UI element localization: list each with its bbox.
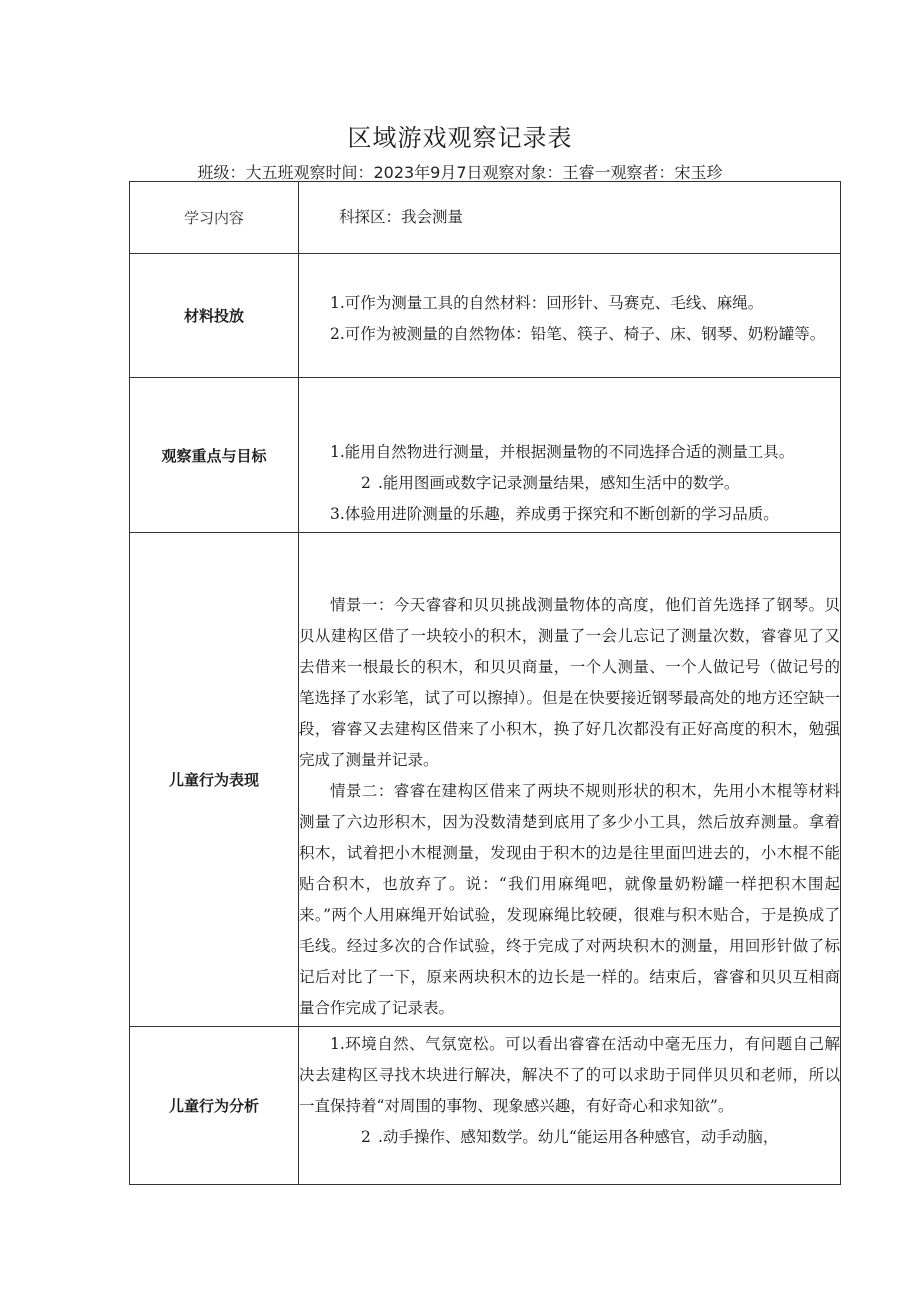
goal-item-2-text: .能用图画或数字记录测量结果，感知生活中的数学。 — [378, 474, 740, 492]
row-observation-goals — [130, 378, 841, 533]
goal-item-1: 1.能用自然物进行测量，并根据测量物的不同选择合适的测量工具。 — [330, 443, 795, 461]
analysis-item-2-text: .动手操作、感知数学。幼儿“能运用各种感官，动手动脑， — [378, 1128, 779, 1146]
scenario-1-text: 情景一：今天睿睿和贝贝挑战测量物体的高度，他们首先选择了钢琴。贝贝从建构区借了一块较小的积木，测量了一会儿忘记了测量次数，睿睿见了又去借来一根最长的积木，和贝贝商量，一个人测量、一个人做记号（做记号的笔选择了水彩笔，试了可以擦掉）。但是在快要接近钢琴最高处的地方还空缺一段，睿睿又去建构区借来了小积木，换了好几次都没有正好高度的积木，勉强完成了测量并记录。 — [299, 596, 840, 769]
cell-behavior-analysis — [299, 1027, 841, 1185]
row-child-behavior — [130, 533, 841, 1027]
cell-child-behavior — [299, 533, 841, 1027]
goal-item-2-number: 2 — [361, 474, 371, 492]
goal-item-2 — [299, 468, 840, 499]
label-behavior-analysis: 儿童行为分析 — [130, 1027, 299, 1185]
learning-content-text: 科探区：我会测量 — [339, 208, 464, 226]
page-title: 区域游戏观察记录表 — [347, 124, 573, 152]
materials-item-2: 2.可作为被测量的自然物体：铅笔、筷子、椅子、床、钢琴、奶粉罐等。 — [330, 324, 826, 343]
label-child-behavior: 儿童行为表现 — [130, 533, 299, 1027]
row-materials — [130, 254, 841, 378]
analysis-item-1: 1.环境自然、气氛宽松。可以看出睿睿在活动中毫无压力，有问题自己解决去建构区寻找木块进行解决，解决不了的可以求助于同伴贝贝和老师，所以一直保持着“对周围的事物、现象感兴趣，有好奇心和求知欲”。 — [299, 1035, 840, 1115]
cell-learning-content — [299, 182, 841, 254]
materials-item-1: 1.可作为测量工具的自然材料：回形针、马赛克、毛线、麻绳。 — [330, 293, 764, 312]
cell-observation-goals — [299, 378, 841, 533]
observation-table — [129, 181, 841, 1185]
analysis-item-2-number: 2 — [361, 1128, 371, 1146]
row-behavior-analysis — [130, 1027, 841, 1185]
goal-item-3: 3.体验用进阶测量的乐趣，养成勇于探究和不断创新的学习品质。 — [330, 505, 779, 523]
analysis-item-2 — [299, 1122, 840, 1153]
scenario-2-text: 情景二：睿睿在建构区借来了两块不规则形状的积木，先用小木棍等材料测量了六边形积木，因为没数清楚到底用了多少小工具，然后放弃测量。拿着积木，试着把小木棍测量，发现由于积木的边是往里面凹进去的，小木棍不能贴合积木，也放弃了。说：“我们用麻绳吧，就像量奶粉罐一样把积木围起来。”两个人用麻绳开始试验，发现麻绳比较硬，很难与积木贴合，于是换成了毛线。经过多次的合作试验，终于完成了对两块积木的测量，用回形针做了标记后对比了一下，原来两块积木的边长是一样的。结束后，睿睿和贝贝互相商量合作完成了记录表。 — [299, 782, 840, 1017]
record-info-line: 班级：大五班观察时间：2023年9月7日观察对象：王睿一观察者：宋玉珍 — [197, 163, 723, 182]
label-materials: 材料投放 — [130, 254, 299, 378]
cell-materials — [299, 254, 841, 378]
label-observation-goals: 观察重点与目标 — [130, 378, 299, 533]
label-learning-content: 学习内容 — [130, 182, 299, 254]
row-learning-content — [130, 182, 841, 254]
